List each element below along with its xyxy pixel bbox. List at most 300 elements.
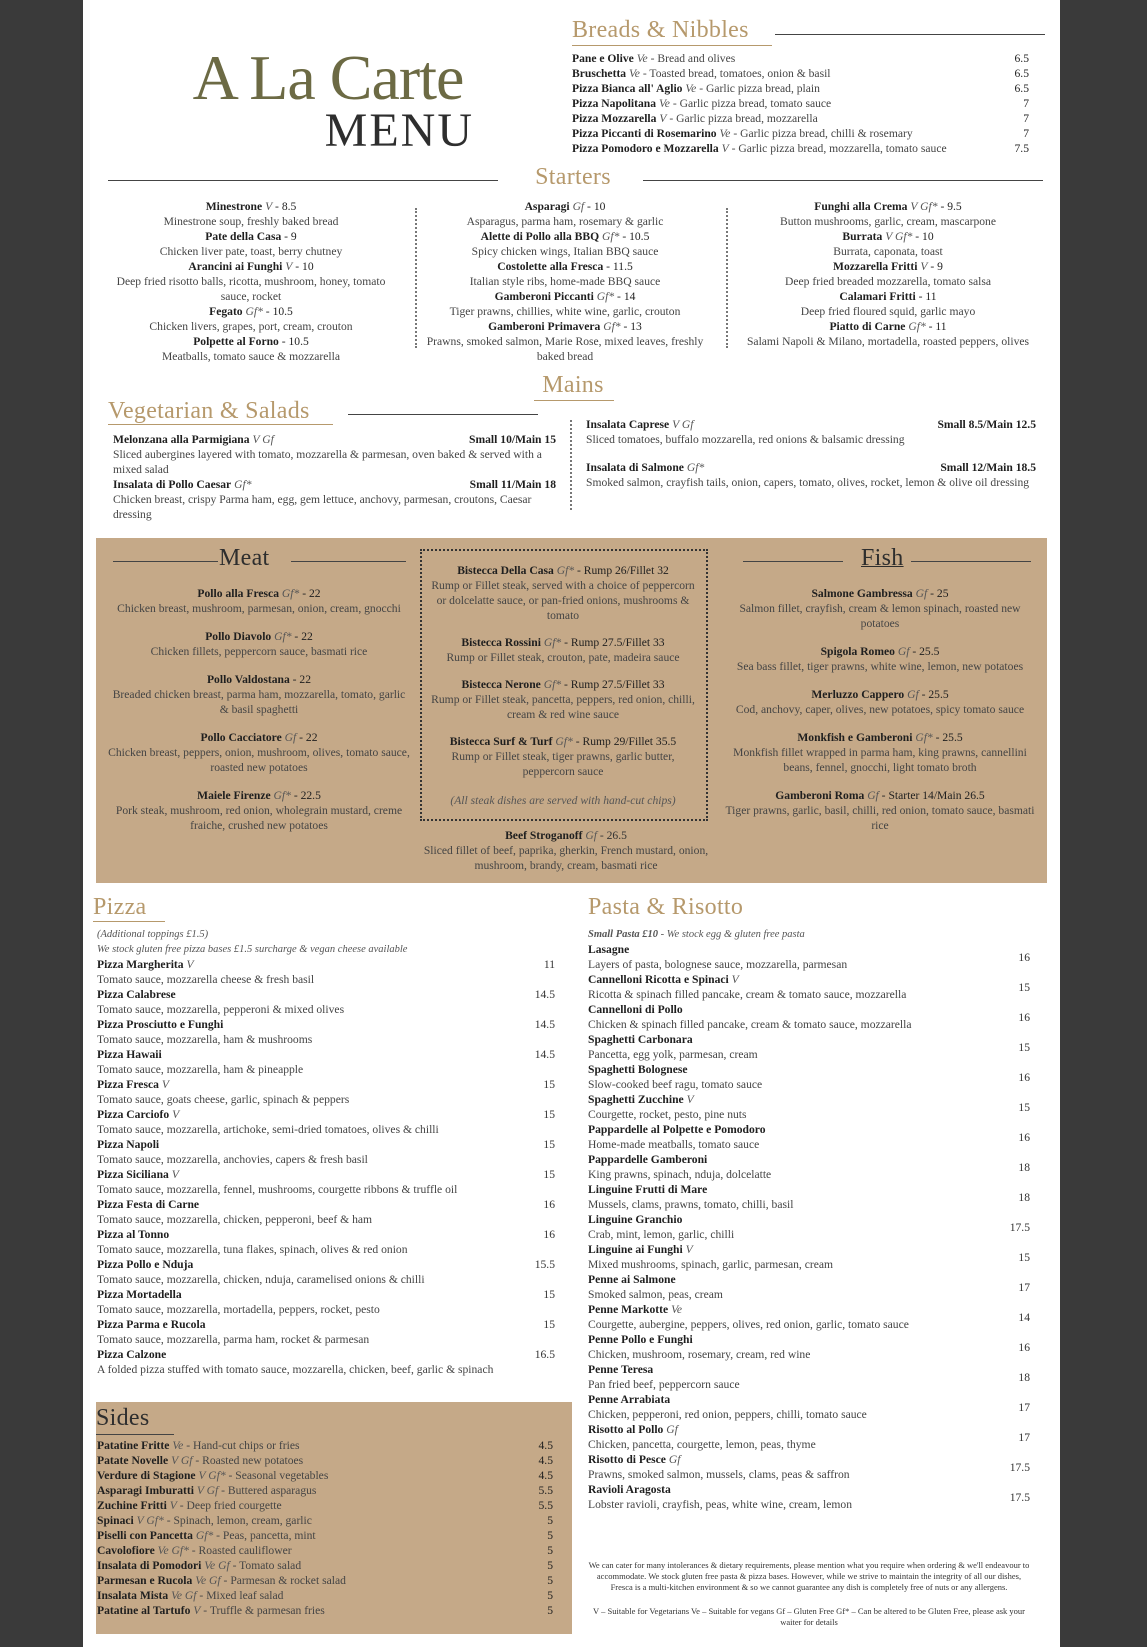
pasta-item-desc: Smoked salmon, peas, cream bbox=[588, 1288, 723, 1301]
meat-item-heading bbox=[108, 629, 410, 644]
starter-item-desc: Salami Napoli & Milano, mortadella, roasted peppers, olives bbox=[746, 335, 1030, 348]
steak-item-tag: Gf* bbox=[543, 678, 562, 691]
meat-item-heading bbox=[108, 730, 410, 745]
bread-item-text bbox=[572, 141, 947, 156]
side-item-text bbox=[97, 1528, 316, 1543]
pasta-item bbox=[588, 1122, 1030, 1152]
pizza-item-title bbox=[97, 1257, 193, 1272]
logo-line2: MENU bbox=[324, 104, 474, 157]
breads-list bbox=[572, 51, 1029, 156]
starter-item-heading bbox=[106, 229, 396, 244]
steak-item bbox=[427, 563, 699, 623]
meat-item-tag: Gf* bbox=[281, 587, 300, 600]
pizza-item-name: Pizza Fresca bbox=[97, 1078, 159, 1091]
bread-item-tag: Ve bbox=[658, 97, 670, 110]
pizza-item bbox=[97, 1347, 555, 1377]
veg-item-price: Small 11/Main 18 bbox=[469, 478, 556, 491]
fish-item-heading bbox=[719, 687, 1041, 702]
pizza-item-name: Pizza Margherita bbox=[97, 958, 184, 971]
pizza-item-title bbox=[97, 1107, 179, 1122]
pasta-item bbox=[588, 1422, 1030, 1452]
starter-item-price: - 13 bbox=[620, 320, 642, 333]
starter-item bbox=[106, 229, 396, 259]
sides-list bbox=[97, 1438, 553, 1618]
starter-item-desc: Chicken liver pate, toast, berry chutney bbox=[159, 245, 343, 258]
pizza-item-title bbox=[97, 957, 194, 972]
pasta-item-name: Risotto al Pollo bbox=[588, 1423, 664, 1436]
pizza-item-name: Pizza Parma e Rucola bbox=[97, 1318, 206, 1331]
veg-item bbox=[113, 432, 556, 477]
side-item-tag: Ve Gf* bbox=[157, 1544, 189, 1557]
fish-item bbox=[719, 687, 1041, 717]
meat-item-name: Pollo Valdostana bbox=[206, 673, 290, 686]
starter-item-desc: Prawns, smoked salmon, Marie Rose, mixed leaves, freshly baked bread bbox=[426, 335, 704, 363]
veg-right-list bbox=[586, 417, 1036, 490]
starter-item-desc: Chicken livers, grapes, port, cream, crouton bbox=[149, 320, 353, 333]
pizza-item-heading bbox=[97, 1347, 555, 1362]
pasta-item-heading bbox=[588, 942, 847, 957]
fish-item-name: Salmone Gambressa bbox=[811, 587, 913, 600]
starter-item-price: - 10 bbox=[912, 230, 934, 243]
steak-item-desc: Rump or Fillet steak, crouton, pate, madeira sauce bbox=[446, 651, 680, 664]
veg-item bbox=[113, 477, 556, 522]
pasta-item-text bbox=[588, 1452, 850, 1482]
pizza-item-price: 16 bbox=[543, 1198, 555, 1211]
pasta-item-name: Penne ai Salmone bbox=[588, 1273, 676, 1286]
pasta-item-price: 17 bbox=[1018, 1400, 1030, 1414]
pizza-item-title bbox=[97, 1227, 169, 1242]
pasta-item-heading bbox=[588, 1242, 833, 1257]
side-item-tag: Ve bbox=[172, 1439, 184, 1452]
pasta-item-price: 17 bbox=[1018, 1280, 1030, 1294]
pizza-item bbox=[97, 1017, 555, 1047]
fish-item-name: Spigola Romeo bbox=[820, 645, 895, 658]
starters-rule-left bbox=[108, 180, 498, 181]
meat-item-tag: Gf* bbox=[273, 789, 291, 802]
meat-list bbox=[108, 586, 410, 846]
side-item-text bbox=[97, 1543, 292, 1558]
pasta-note bbox=[588, 927, 805, 942]
starter-item-price: - 10.5 bbox=[619, 230, 650, 243]
steak-item-desc: Rump or Fillet steak, tiger prawns, garlic butter, peppercorn sauce bbox=[451, 750, 675, 778]
veg-item-name: Insalata Caprese bbox=[586, 418, 670, 431]
pizza-item-price: 14.5 bbox=[534, 988, 555, 1001]
veg-item-desc: Sliced aubergines layered with tomato, mozzarella & parmesan, oven baked & served with a mixed salad bbox=[113, 448, 542, 476]
pasta-item bbox=[588, 1302, 1030, 1332]
bread-item-name: Pizza Napolitana bbox=[572, 97, 657, 110]
pizza-item-desc: Tomato sauce, goats cheese, garlic, spinach & peppers bbox=[97, 1093, 350, 1106]
pasta-item bbox=[588, 1482, 1030, 1512]
pasta-item-tag: V bbox=[731, 973, 739, 986]
side-item-price: 5 bbox=[547, 1604, 553, 1617]
bread-item bbox=[572, 81, 1029, 96]
pizza-item-tag: V bbox=[171, 1168, 179, 1181]
side-item bbox=[97, 1558, 553, 1573]
pizza-item-heading bbox=[97, 1017, 555, 1032]
pasta-item-name: Pappardelle Gamberoni bbox=[588, 1153, 708, 1166]
side-item bbox=[97, 1603, 553, 1618]
starter-item-tag: Gf* bbox=[908, 320, 926, 333]
pizza-item bbox=[97, 1317, 555, 1347]
starter-item-heading bbox=[425, 259, 705, 274]
logo bbox=[178, 42, 478, 157]
pizza-item bbox=[97, 1107, 555, 1137]
pizza-title: Pizza bbox=[93, 894, 147, 920]
pasta-item-desc: Ricotta & spinach filled pancake, cream & tomato sauce, mozzarella bbox=[588, 988, 907, 1001]
pasta-item-desc: Chicken, mushroom, rosemary, cream, red wine bbox=[588, 1348, 811, 1361]
steak-item-heading bbox=[427, 734, 699, 749]
pasta-item-text bbox=[588, 1122, 766, 1152]
pasta-item bbox=[588, 1452, 1030, 1482]
starter-item-heading bbox=[106, 199, 396, 214]
veg-item-title bbox=[586, 460, 704, 475]
pizza-item-name: Pizza al Tonno bbox=[97, 1228, 170, 1241]
meat-item-price: - 22.5 bbox=[290, 789, 321, 802]
steak-item-desc: Rump or Fillet steak, served with a choice of peppercorn or dolcelatte sauce, or pan-fried onions, mushrooms & tomato bbox=[431, 579, 695, 622]
pizza-item-name: Pizza Siciliana bbox=[97, 1168, 169, 1181]
starter-item-desc: Asparagus, parma ham, rosemary & garlic bbox=[466, 215, 664, 228]
veg-item-heading bbox=[113, 432, 556, 447]
starter-item bbox=[425, 229, 705, 259]
pizza-item-tag: V bbox=[186, 958, 194, 971]
pizza-item-heading bbox=[97, 1167, 555, 1182]
starter-item-heading bbox=[106, 259, 396, 274]
pasta-item-heading bbox=[588, 1362, 740, 1377]
fish-list bbox=[719, 586, 1041, 846]
pizza-item-title bbox=[97, 1077, 169, 1092]
meat-item-heading bbox=[108, 586, 410, 601]
veg-divider bbox=[570, 420, 572, 510]
steak-item-tag: Gf* bbox=[556, 564, 575, 577]
pasta-item-desc: Mixed mushrooms, spinach, garlic, parmesan, cream bbox=[588, 1258, 834, 1271]
veg-item-heading bbox=[586, 460, 1036, 475]
starter-item-desc: Tiger prawns, chillies, white wine, garlic, crouton bbox=[449, 305, 681, 318]
fish-item-heading bbox=[719, 586, 1041, 601]
stroganoff-heading bbox=[421, 828, 711, 843]
bread-item-name: Pizza Mozzarella bbox=[572, 112, 657, 125]
starter-item bbox=[106, 199, 396, 229]
veg-item-price: Small 12/Main 18.5 bbox=[940, 461, 1036, 474]
side-item-tag: V Gf bbox=[196, 1484, 219, 1497]
starter-item-name: Calamari Fritti bbox=[839, 290, 916, 303]
pizza-item-heading bbox=[97, 957, 555, 972]
pasta-item-desc: Courgette, aubergine, peppers, olives, red onion, garlic, tomato sauce bbox=[588, 1318, 909, 1331]
side-item bbox=[97, 1453, 553, 1468]
side-item-text bbox=[97, 1453, 303, 1468]
starter-item-tag: V bbox=[920, 260, 928, 273]
pasta-item bbox=[588, 1272, 1030, 1302]
starter-item-tag: Gf* bbox=[596, 290, 615, 303]
pasta-item-heading bbox=[588, 1002, 912, 1017]
starter-item-heading bbox=[425, 199, 705, 214]
starters-column-3 bbox=[738, 199, 1038, 349]
starter-item bbox=[106, 259, 396, 304]
bread-item-desc: - Garlic pizza bread, tomato sauce bbox=[669, 97, 832, 110]
bread-item-text bbox=[572, 96, 831, 111]
bread-item-text bbox=[572, 81, 820, 96]
fish-item-desc: Tiger prawns, garlic, basil, chilli, red onion, tomato sauce, basmati rice bbox=[725, 804, 1035, 832]
starter-item-price: - 11.5 bbox=[603, 260, 633, 273]
meat-item-name: Maiele Firenze bbox=[197, 789, 271, 802]
side-item bbox=[97, 1513, 553, 1528]
side-item bbox=[97, 1468, 553, 1483]
side-item-price: 5 bbox=[547, 1544, 553, 1557]
pasta-item-heading bbox=[588, 1452, 850, 1467]
bread-item-name: Pizza Bianca all' Aglio bbox=[572, 82, 683, 95]
pasta-item-price: 17 bbox=[1018, 1430, 1030, 1444]
side-item-price: 5 bbox=[547, 1529, 553, 1542]
fish-rule-right bbox=[911, 561, 1031, 562]
side-item-name: Patate Novelle bbox=[97, 1454, 169, 1467]
stroganoff-tag: Gf bbox=[585, 829, 597, 842]
pasta-item-desc: Courgette, rocket, pesto, pine nuts bbox=[588, 1108, 747, 1121]
starter-item-tag: Gf* bbox=[603, 320, 621, 333]
veg-rule bbox=[348, 414, 538, 415]
pizza-item-desc: A folded pizza stuffed with tomato sauce, mozzarella, chicken, beef, garlic & spinach bbox=[97, 1363, 494, 1376]
side-item-price: 5.5 bbox=[538, 1484, 553, 1497]
pasta-item-price: 18 bbox=[1018, 1370, 1030, 1384]
starters-column-1 bbox=[106, 199, 396, 364]
veg-item-heading bbox=[586, 417, 1036, 432]
fish-rule-left bbox=[743, 561, 843, 562]
side-item-name: Spinaci bbox=[97, 1514, 134, 1527]
mains-title: Mains bbox=[542, 372, 604, 398]
pasta-item-name: Linguine Granchio bbox=[588, 1213, 683, 1226]
bread-item-tag: V bbox=[659, 112, 667, 125]
fish-item-price: - Starter 14/Main 26.5 bbox=[878, 789, 985, 802]
starter-item-price: - 10.5 bbox=[262, 305, 293, 318]
starter-item-desc: Deep fried risotto balls, ricotta, mushroom, honey, tomato sauce, rocket bbox=[116, 275, 386, 303]
side-item-name: Piselli con Pancetta bbox=[97, 1529, 193, 1542]
starter-item-heading bbox=[738, 319, 1038, 334]
steak-item-price: - Rump 27.5/Fillet 33 bbox=[561, 678, 665, 691]
pasta-item-price: 15 bbox=[1018, 1250, 1030, 1264]
bread-item-desc: - Garlic pizza bread, mozzarella bbox=[666, 112, 818, 125]
pasta-item-price: 15 bbox=[1018, 980, 1030, 994]
stroganoff-price: - 26.5 bbox=[596, 829, 627, 842]
pizza-item-name: Pizza Carciofo bbox=[97, 1108, 170, 1121]
bread-item-desc: - Bread and olives bbox=[647, 52, 736, 65]
bread-item-price: 7.5 bbox=[1014, 142, 1029, 155]
pizza-item-price: 16.5 bbox=[534, 1348, 555, 1361]
pizza-item-heading bbox=[97, 1107, 555, 1122]
fish-item-desc: Cod, anchovy, caper, olives, new potatoes, spicy tomato sauce bbox=[735, 703, 1025, 716]
stroganoff-desc: Sliced fillet of beef, paprika, gherkin, French mustard, onion, mushroom, brandy, cream, basmati rice bbox=[423, 844, 709, 872]
pizza-item-price: 15 bbox=[543, 1108, 555, 1121]
meat-item-desc: Chicken breast, mushroom, parmesan, onion, cream, gnocchi bbox=[117, 602, 401, 615]
pasta-title: Pasta & Risotto bbox=[588, 894, 744, 920]
breads-rule bbox=[775, 34, 1045, 35]
side-item-desc: - Parmesan & rocket salad bbox=[220, 1574, 346, 1587]
side-item-price: 4.5 bbox=[538, 1439, 553, 1452]
bread-item bbox=[572, 51, 1029, 66]
pasta-item-price: 16 bbox=[1018, 1070, 1030, 1084]
pasta-item-name: Pappardelle al Polpette e Pomodoro bbox=[588, 1123, 766, 1136]
pasta-item-price: 15 bbox=[1018, 1100, 1030, 1114]
starters-column-2 bbox=[425, 199, 705, 364]
pizza-item-desc: Tomato sauce, mozzarella, mortadella, peppers, rocket, pesto bbox=[97, 1303, 380, 1316]
starter-item bbox=[738, 259, 1038, 289]
pizza-item bbox=[97, 1077, 555, 1107]
pizza-item-desc: Tomato sauce, mozzarella cheese & fresh basil bbox=[97, 973, 315, 986]
starter-item bbox=[106, 334, 396, 364]
pasta-item-text bbox=[588, 1152, 771, 1182]
starter-item-price: - 8.5 bbox=[272, 200, 297, 213]
veg-item-desc: Chicken breast, crispy Parma ham, egg, gem lettuce, anchovy, parmesan, croutons, Caesar dressing bbox=[113, 493, 532, 521]
side-item-name: Parmesan e Rucola bbox=[97, 1574, 193, 1587]
steak-item bbox=[427, 635, 699, 665]
fish-item-price: - 25.5 bbox=[932, 731, 963, 744]
pizza-item-name: Pizza Festa di Carne bbox=[97, 1198, 200, 1211]
pasta-item-name: Lasagne bbox=[588, 943, 630, 956]
bread-item-name: Pizza Piccanti di Rosemarino bbox=[572, 127, 717, 140]
fish-item-tag: Gf* bbox=[915, 731, 933, 744]
steak-item-name: Bistecca Nerone bbox=[461, 678, 541, 691]
veg-item-name: Insalata di Salmone bbox=[586, 461, 684, 474]
meat-item bbox=[108, 788, 410, 833]
steak-item-desc: Rump or Fillet steak, pancetta, peppers, red onion, chilli, cream & red wine sauce bbox=[431, 693, 695, 721]
pizza-item-title bbox=[97, 987, 176, 1002]
steak-item-heading bbox=[427, 563, 699, 578]
side-item-desc: - Tomato salad bbox=[229, 1559, 302, 1572]
pasta-item-heading bbox=[588, 1182, 793, 1197]
pasta-item-desc: Chicken & spinach filled pancake, cream & tomato sauce, mozzarella bbox=[588, 1018, 912, 1031]
veg-item-tag: V Gf bbox=[672, 418, 694, 431]
steak-item-name: Bistecca Surf & Turf bbox=[449, 735, 553, 748]
starter-item-desc: Deep fried floured squid, garlic mayo bbox=[800, 305, 976, 318]
starter-item-desc: Italian style ribs, home-made BBQ sauce bbox=[469, 275, 661, 288]
side-item-name: Cavolofiore bbox=[97, 1544, 155, 1557]
starter-item-desc: Button mushrooms, garlic, cream, mascarpone bbox=[779, 215, 997, 228]
pizza-item-title bbox=[97, 1317, 206, 1332]
side-item-text bbox=[97, 1468, 328, 1483]
pizza-item-heading bbox=[97, 1137, 555, 1152]
side-item-tag: V Gf* bbox=[198, 1469, 226, 1482]
pasta-item-tag: V bbox=[685, 1243, 693, 1256]
pizza-item-desc: Tomato sauce, mozzarella, chicken, nduja, caramelised onions & chilli bbox=[97, 1273, 425, 1286]
side-item-desc: - Deep fried courgette bbox=[176, 1499, 282, 1512]
side-item-price: 5 bbox=[547, 1589, 553, 1602]
bread-item-tag: Ve bbox=[685, 82, 697, 95]
meat-item bbox=[108, 730, 410, 775]
pizza-item bbox=[97, 1257, 555, 1287]
side-item-name: Zuchine Fritti bbox=[97, 1499, 167, 1512]
stroganoff-name: Beef Stroganoff bbox=[505, 829, 583, 842]
pasta-item-text bbox=[588, 972, 906, 1002]
pasta-item-desc: Chicken, pepperoni, red onion, peppers, chilli, tomato sauce bbox=[588, 1408, 867, 1421]
pizza-item-heading bbox=[97, 1317, 555, 1332]
pizza-item bbox=[97, 987, 555, 1017]
pizza-item-price: 14.5 bbox=[534, 1018, 555, 1031]
pasta-item-text bbox=[588, 1422, 816, 1452]
pizza-item-price: 15 bbox=[543, 1138, 555, 1151]
pizza-item-name: Pizza Hawaii bbox=[97, 1048, 162, 1061]
pasta-item-heading bbox=[588, 1062, 762, 1077]
pizza-item bbox=[97, 1227, 555, 1257]
starter-item-name: Fegato bbox=[209, 305, 243, 318]
steak-item-name: Bistecca Della Casa bbox=[457, 564, 554, 577]
pizza-item-name: Pizza Prosciutto e Funghi bbox=[97, 1018, 224, 1031]
pasta-item bbox=[588, 1392, 1030, 1422]
pizza-item-desc: Tomato sauce, mozzarella, anchovies, capers & fresh basil bbox=[97, 1153, 368, 1166]
pizza-item-name: Pizza Calzone bbox=[97, 1348, 167, 1361]
pizza-list bbox=[97, 957, 555, 1377]
veg-title-underline bbox=[108, 424, 333, 425]
menu-page bbox=[83, 0, 1060, 1647]
pizza-item-name: Pizza Mortadella bbox=[97, 1288, 182, 1301]
pasta-item-name: Cannelloni Ricotta e Spinaci bbox=[588, 973, 729, 986]
starter-item-heading bbox=[425, 289, 705, 304]
side-item-text bbox=[97, 1603, 325, 1618]
meat-item-desc: Pork steak, mushroom, red onion, wholegrain mustard, creme fraiche, crushed new potatoes bbox=[115, 804, 403, 832]
starter-item-heading bbox=[738, 199, 1038, 214]
bread-item-desc: - Garlic pizza bread, chilli & rosemary bbox=[730, 127, 913, 140]
starter-item-heading bbox=[738, 289, 1038, 304]
side-item-desc: - Roasted cauliflower bbox=[188, 1544, 292, 1557]
side-item-desc: - Truffle & parmesan fries bbox=[200, 1604, 325, 1617]
pasta-item bbox=[588, 1362, 1030, 1392]
side-item bbox=[97, 1438, 553, 1453]
pasta-item-price: 16 bbox=[1018, 1340, 1030, 1354]
veg-item-price: Small 8.5/Main 12.5 bbox=[937, 418, 1036, 431]
pasta-item-heading bbox=[588, 1152, 771, 1167]
sides-title-underline bbox=[96, 1434, 174, 1435]
veg-item-name: Melonzana alla Parmigiana bbox=[113, 433, 250, 446]
pasta-item-name: Linguine Frutti di Mare bbox=[588, 1183, 708, 1196]
starter-item-price: - 14 bbox=[614, 290, 636, 303]
pasta-item-text bbox=[588, 1272, 723, 1302]
starter-item-price: - 10 bbox=[584, 200, 606, 213]
fish-item-heading bbox=[719, 730, 1041, 745]
veg-item-tag: Gf* bbox=[686, 461, 705, 474]
veg-title: Vegetarian & Salads bbox=[108, 398, 310, 424]
pasta-item-tag: Ve bbox=[671, 1303, 683, 1316]
veg-item bbox=[586, 460, 1036, 490]
fish-item-price: - 25.5 bbox=[909, 645, 940, 658]
pizza-item-tag: V bbox=[161, 1078, 169, 1091]
starter-item-price: - 9 bbox=[281, 230, 297, 243]
pasta-item-text bbox=[588, 942, 847, 972]
pasta-item bbox=[588, 1152, 1030, 1182]
side-item-desc: - Hand-cut chips or fries bbox=[183, 1439, 300, 1452]
pasta-item-desc: Chicken, pancetta, courgette, lemon, peas, thyme bbox=[588, 1438, 816, 1451]
meat-item bbox=[108, 586, 410, 616]
pasta-item-desc: Layers of pasta, bolognese sauce, mozzarella, parmesan bbox=[588, 958, 848, 971]
pizza-item-desc: Tomato sauce, mozzarella, ham & mushrooms bbox=[97, 1033, 313, 1046]
side-item-text bbox=[97, 1558, 301, 1573]
side-item bbox=[97, 1543, 553, 1558]
starter-item-tag: Gf* bbox=[245, 305, 263, 318]
pasta-item-desc: Pancetta, egg yolk, parmesan, cream bbox=[588, 1048, 758, 1061]
pasta-item-name: Penne Pollo e Funghi bbox=[588, 1333, 693, 1346]
pasta-item-text bbox=[588, 1062, 762, 1092]
starter-item-tag: V bbox=[265, 200, 273, 213]
side-item-price: 5 bbox=[547, 1559, 553, 1572]
pizza-item-price: 15 bbox=[543, 1078, 555, 1091]
veg-item-name: Insalata di Pollo Caesar bbox=[113, 478, 232, 491]
pasta-item-desc: Slow-cooked beef ragu, tomato sauce bbox=[588, 1078, 763, 1091]
pasta-item-name: Penne Markotte bbox=[588, 1303, 669, 1316]
steak-item-heading bbox=[427, 635, 699, 650]
side-item bbox=[97, 1573, 553, 1588]
starter-item-heading bbox=[425, 229, 705, 244]
fish-item bbox=[719, 644, 1041, 674]
starter-item-name: Piatto di Carne bbox=[829, 320, 906, 333]
pasta-item-heading bbox=[588, 1212, 734, 1227]
starter-item-price: - 9.5 bbox=[937, 200, 962, 213]
meat-item bbox=[108, 629, 410, 659]
pasta-item-text bbox=[588, 1482, 852, 1512]
